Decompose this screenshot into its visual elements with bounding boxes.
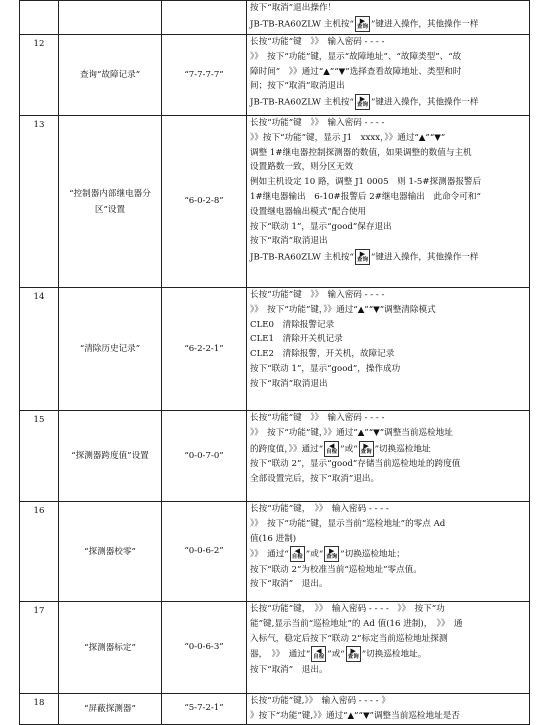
table-row xyxy=(20,694,530,725)
self-test-key-icon: ◀ 自检 xyxy=(291,546,303,561)
operation-description xyxy=(247,694,530,725)
function-name: “探测器标定” xyxy=(84,642,136,653)
function-name-cell xyxy=(59,116,162,288)
table-row xyxy=(20,411,530,502)
query-key-icon: ▶ 查询 xyxy=(347,646,359,661)
operation-description xyxy=(247,288,530,411)
table-body xyxy=(20,1,530,725)
password-code: “0-0-6-3” xyxy=(162,602,247,694)
description-line: 》》 按下“功能”键，》》通过“▲”“▼”调整当前巡检地址 xyxy=(250,427,453,438)
row-number: 13 xyxy=(20,116,59,288)
description-line: 例如主机设定 10 路，调整 J1 0005 则 1-5#探测器报警后 xyxy=(250,177,482,188)
query-key-icon: ▶ 查询 xyxy=(356,249,368,264)
description-line: 器， 》》 通过“ ◀ 自检 ”或“ ▶ 查询 ”切换巡检地址。 xyxy=(250,646,427,661)
row-number: 12 xyxy=(20,35,59,116)
table-row xyxy=(20,116,530,288)
operation-description xyxy=(247,502,530,602)
row-number: 14 xyxy=(20,288,59,411)
function-name: “屏蔽探测器” xyxy=(84,703,136,714)
function-name-cell xyxy=(59,694,162,725)
description-line: 间；按下“取消”取消退出 xyxy=(250,81,345,92)
function-name: “控制器内部继电器分区”设置 xyxy=(69,188,151,215)
description-line: 》按下“功能”键,》》通过“▲”“▼”调整当前巡检地址是否 xyxy=(250,710,460,721)
function-name-cell xyxy=(59,502,162,602)
description-line: 长按“功能”键， 》》 输入密码 - - - - 》》 按下“功 xyxy=(250,604,445,614)
function-name-cell xyxy=(59,1,162,35)
table-row xyxy=(20,502,530,602)
description-line: 长按“功能”键 》》 输入密码 - - - - xyxy=(250,413,385,423)
description-line: JB-TB-RA60ZLW 主机按“ ▶ 查询 ”键进入操作，其他操作一样 xyxy=(250,249,479,264)
function-name: “清除历史记录” xyxy=(79,344,141,354)
function-name-cell xyxy=(59,35,162,116)
password-code xyxy=(162,1,247,35)
password-code: “0-0-7-0” xyxy=(162,411,247,502)
description-line: 》》 通过“ ◀ 自检 ”或“ ▶ 查询 ”切换巡检地址； xyxy=(250,546,405,561)
command-table xyxy=(19,0,530,725)
description-line: 全部设置完后，按下“取消”退出。 xyxy=(250,473,380,484)
query-key-icon: ▶ 查询 xyxy=(356,15,368,30)
document-page xyxy=(19,0,529,721)
function-name: “探测器跨度值”设置 xyxy=(71,451,149,461)
description-line: 长按“功能”键 》》 输入密码 - - - - xyxy=(250,37,385,47)
description-line: 按下“取消”取消退出 xyxy=(250,236,328,247)
description-line: JB-TB-RA60ZLW 主机按“ ▶ 查询 ”键进入操作，其他操作一样 xyxy=(250,15,479,30)
description-line: 按下“取消”退出操作！ xyxy=(250,3,337,13)
self-test-key-icon: ◀ 自检 xyxy=(313,646,325,661)
table-row xyxy=(20,602,530,694)
table-row xyxy=(20,35,530,116)
query-key-icon: ▶ 查询 xyxy=(360,440,372,455)
operation-description xyxy=(247,116,530,288)
query-key-icon: ▶ 查询 xyxy=(326,546,338,561)
description-line: 按下“联动 2”为校准当前“巡检地址”零点值。 xyxy=(250,564,422,575)
description-line: 》》按下“功能”键，显示 J1 xxxx，》》通过“▲”“▼” xyxy=(250,132,446,143)
password-code: “5-7-2-1” xyxy=(162,694,247,725)
function-name: 查询“故障记录” xyxy=(79,70,141,80)
description-line: 》》 按下“功能”键，显示“故障地址”、“故障类型”、“故 xyxy=(250,51,462,62)
description-line: 的跨度值，》》通过“ ◀ 自检 ”或“ ▶ 查询 ”切换巡检地址 xyxy=(250,440,431,455)
description-line: 长按“功能”键,》》 输入密码 - - - - 》 xyxy=(250,696,390,706)
description-line: 按下“联动 2”，显示“good”存储当前巡检地址的跨度值 xyxy=(250,458,461,469)
description-line: 设置继电器输出模式”配合使用 xyxy=(250,206,367,217)
row-number: 18 xyxy=(20,694,59,725)
password-code: “7-7-7-7” xyxy=(162,35,247,116)
description-line: 障时间” 》》通过“▲”“▼”选择查看故障地址、类型和时 xyxy=(250,66,462,77)
password-code: “6-0-2-8” xyxy=(162,116,247,288)
description-line: 》》 按下“功能”键，显示当前“巡检地址”的零点 Ad xyxy=(250,518,446,529)
description-line: 按下“联动 1”，显示“good”保存退出 xyxy=(250,221,392,232)
description-line: JB-TB-RA60ZLW 主机按“ ▶ 查询 ”键进入操作，其他操作一样 xyxy=(250,94,479,109)
description-line: 按下“联动 1”，显示“good”，操作成功 xyxy=(250,363,401,374)
description-line: 1#继电器输出 6-10#报警后 2#继电器输出 此命令可和“ xyxy=(250,191,481,202)
table-row xyxy=(20,1,530,35)
description-line: 》》 按下“功能”键，》》通过“▲”“▼”调整清除模式 xyxy=(250,304,436,315)
operation-description xyxy=(247,602,530,694)
description-line: 长按“功能”键 》》 输入密码 - - - - xyxy=(250,118,385,128)
function-name-cell xyxy=(59,602,162,694)
self-test-key-icon: ◀ 自检 xyxy=(326,440,338,455)
operation-description xyxy=(247,411,530,502)
password-code: “6-2-2-1” xyxy=(162,288,247,411)
operation-description xyxy=(247,1,530,35)
description-line: 能”键,显示当前“巡检地址”的 Ad 值(16 进制)， 》》 通 xyxy=(250,618,463,629)
function-name: “探测器校零” xyxy=(84,546,136,557)
row-number xyxy=(20,1,59,35)
query-key-icon: ▶ 查询 xyxy=(356,94,368,109)
description-line: 值(16 进制) xyxy=(250,533,297,544)
function-name-cell xyxy=(59,411,162,502)
row-number: 17 xyxy=(20,602,59,694)
description-line: 按下“取消” 退出。 xyxy=(250,664,328,675)
table-row xyxy=(20,288,530,411)
description-line: CLE2 清除报警，开关机，故障记录 xyxy=(250,349,395,360)
operation-description xyxy=(247,35,530,116)
description-line: CLE0 清除报警记录 xyxy=(250,319,335,330)
description-line: 按下“取消” 退出。 xyxy=(250,579,328,590)
description-line: 入标气，稳定后按下“联动 2”标定当前巡检地址探测 xyxy=(250,633,448,644)
description-line: 长按“功能”键 》》 输入密码 - - - - xyxy=(250,290,385,300)
function-name-cell xyxy=(59,288,162,411)
row-number: 15 xyxy=(20,411,59,502)
password-code: “0-0-6-2” xyxy=(162,502,247,602)
row-number: 16 xyxy=(20,502,59,602)
description-line: 调整 1#继电器控制探测器的数值，如果调整的数值与主机 xyxy=(250,147,472,158)
description-line: CLE1 清除开关机记录 xyxy=(250,334,343,345)
description-line: 设置路数一致，则分区无效 xyxy=(250,162,354,173)
description-line: 按下“取消”取消退出 xyxy=(250,378,328,389)
description-line: 长按“功能”键， 》》 输入密码 - - - - xyxy=(250,504,389,514)
